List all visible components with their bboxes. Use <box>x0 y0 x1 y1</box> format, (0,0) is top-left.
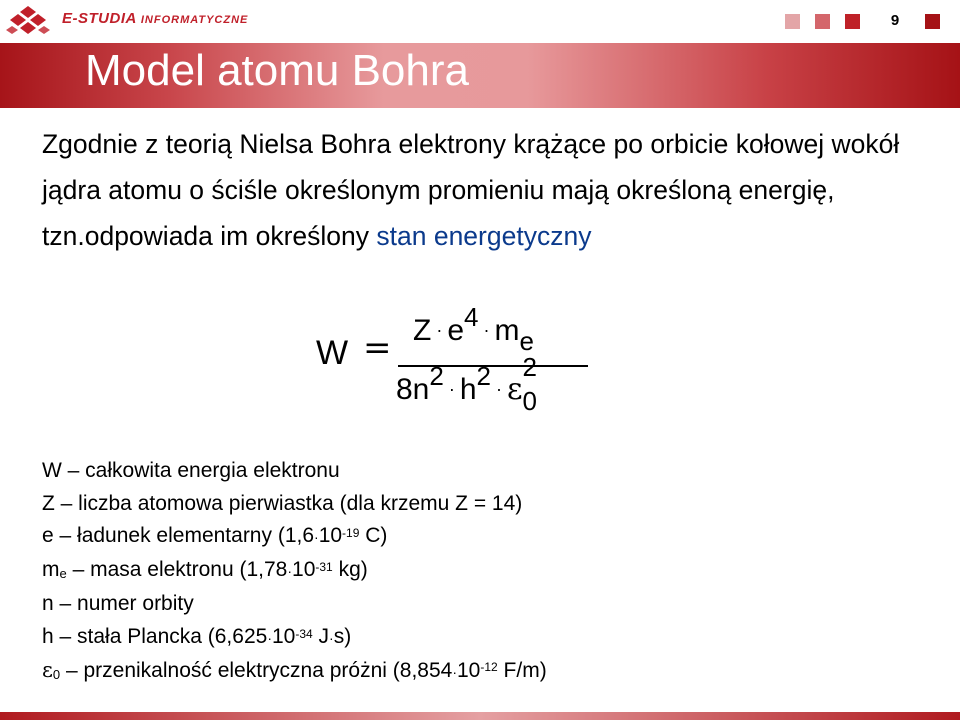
legend-row-n <box>42 588 922 621</box>
legend-m-post: kg) <box>332 557 368 581</box>
legend-m-ten: 10 <box>292 557 316 581</box>
legend-m-sub: e <box>59 565 67 581</box>
legend-eps-sub: 0 <box>52 667 61 682</box>
legend-h-exp: -34 <box>295 626 313 641</box>
legend-e-ten: 10 <box>318 524 343 547</box>
num-m: m <box>494 314 520 347</box>
legend-row-Z <box>42 488 922 521</box>
brand-name <box>62 10 248 32</box>
formula-equals: = <box>363 328 392 368</box>
logo-icon <box>6 4 50 40</box>
num-dot-1: · <box>436 320 443 340</box>
legend-Z: Z – liczba atomowa pierwiastka (dla krzemu Z = 14) <box>42 491 523 515</box>
num-e-exp: 4 <box>464 302 479 332</box>
den-eps-sub: 0 <box>522 386 538 416</box>
accent-square-3 <box>845 14 860 29</box>
symbol-legend <box>42 455 922 690</box>
num-m-sub: e <box>519 326 534 356</box>
legend-h-unit2: s) <box>333 624 352 648</box>
num-e: e <box>447 314 465 347</box>
slide-title: Model atomu Bohra <box>85 46 469 95</box>
den-dot-2: · <box>496 379 502 399</box>
legend-row-h <box>42 621 922 655</box>
den-h-exp: 2 <box>476 361 491 391</box>
legend-eps-dot: · <box>452 664 457 680</box>
body-paragraph <box>42 121 902 259</box>
page-number: 9 <box>890 12 900 29</box>
legend-eps-sym: ε <box>42 658 53 682</box>
bottom-bar <box>0 712 960 720</box>
legend-row-e <box>42 520 922 554</box>
num-dot-2: · <box>483 320 490 340</box>
legend-e-exp: -19 <box>342 526 360 540</box>
formula-numerator <box>413 302 534 356</box>
legend-row-m <box>42 554 922 589</box>
fraction-line <box>398 365 588 367</box>
legend-m-sym: m <box>42 557 60 581</box>
body-text: Zgodnie z teorią Nielsa Bohra elektrony krążące po orbicie kołowej wokół jądra atomu o ściśle określonym promieniu mają określoną energię, tzn.odpowiada im określony <box>42 129 900 251</box>
accent-square-1 <box>785 14 800 29</box>
legend-h-ten: 10 <box>271 624 296 648</box>
formula-denominator <box>396 352 541 416</box>
den-dot-1: · <box>448 379 455 399</box>
den-n-exp: 2 <box>429 361 444 391</box>
legend-eps-post: F/m) <box>497 659 547 682</box>
legend-m-exp: -31 <box>315 559 333 574</box>
bohr-energy-formula <box>310 302 610 438</box>
brand-main: E-STUDIA <box>62 10 137 27</box>
legend-row-W <box>42 455 922 488</box>
legend-h-dot-2: · <box>329 629 334 646</box>
legend-e-dot: · <box>314 529 319 545</box>
legend-eps-exp: -12 <box>480 660 498 674</box>
legend-eps-pre: – przenikalność elektryczna próżni (8,854 <box>60 659 453 682</box>
brand-sub: INFORMATYCZNE <box>140 14 249 26</box>
num-Z: Z <box>413 314 432 347</box>
legend-eps-ten: 10 <box>457 659 481 682</box>
legend-h-pre: h – stała Plancka (6,625 <box>42 624 268 648</box>
legend-row-eps <box>42 654 922 690</box>
den-eps-scripts <box>522 352 541 416</box>
body-highlight: stan energetyczny <box>376 221 592 251</box>
legend-W: W – całkowita energia elektronu <box>42 459 340 482</box>
legend-m-pre: – masa elektronu (1,78 <box>66 557 288 581</box>
formula-lhs: W <box>316 334 349 372</box>
accent-square-2 <box>815 14 830 29</box>
legend-m-dot: · <box>287 562 293 579</box>
legend-e-post: C) <box>359 524 388 547</box>
legend-h-dot: · <box>267 629 272 646</box>
den-coef: 8n <box>396 373 430 406</box>
den-eps-exp: 2 <box>522 352 538 382</box>
accent-square-4 <box>925 14 940 29</box>
den-eps: ε <box>507 372 523 407</box>
legend-h-post: J <box>312 624 330 648</box>
legend-n: n – numer orbity <box>42 592 194 615</box>
legend-e-pre: e – ładunek elementarny (1,6 <box>42 524 315 547</box>
den-h: h <box>459 373 477 406</box>
